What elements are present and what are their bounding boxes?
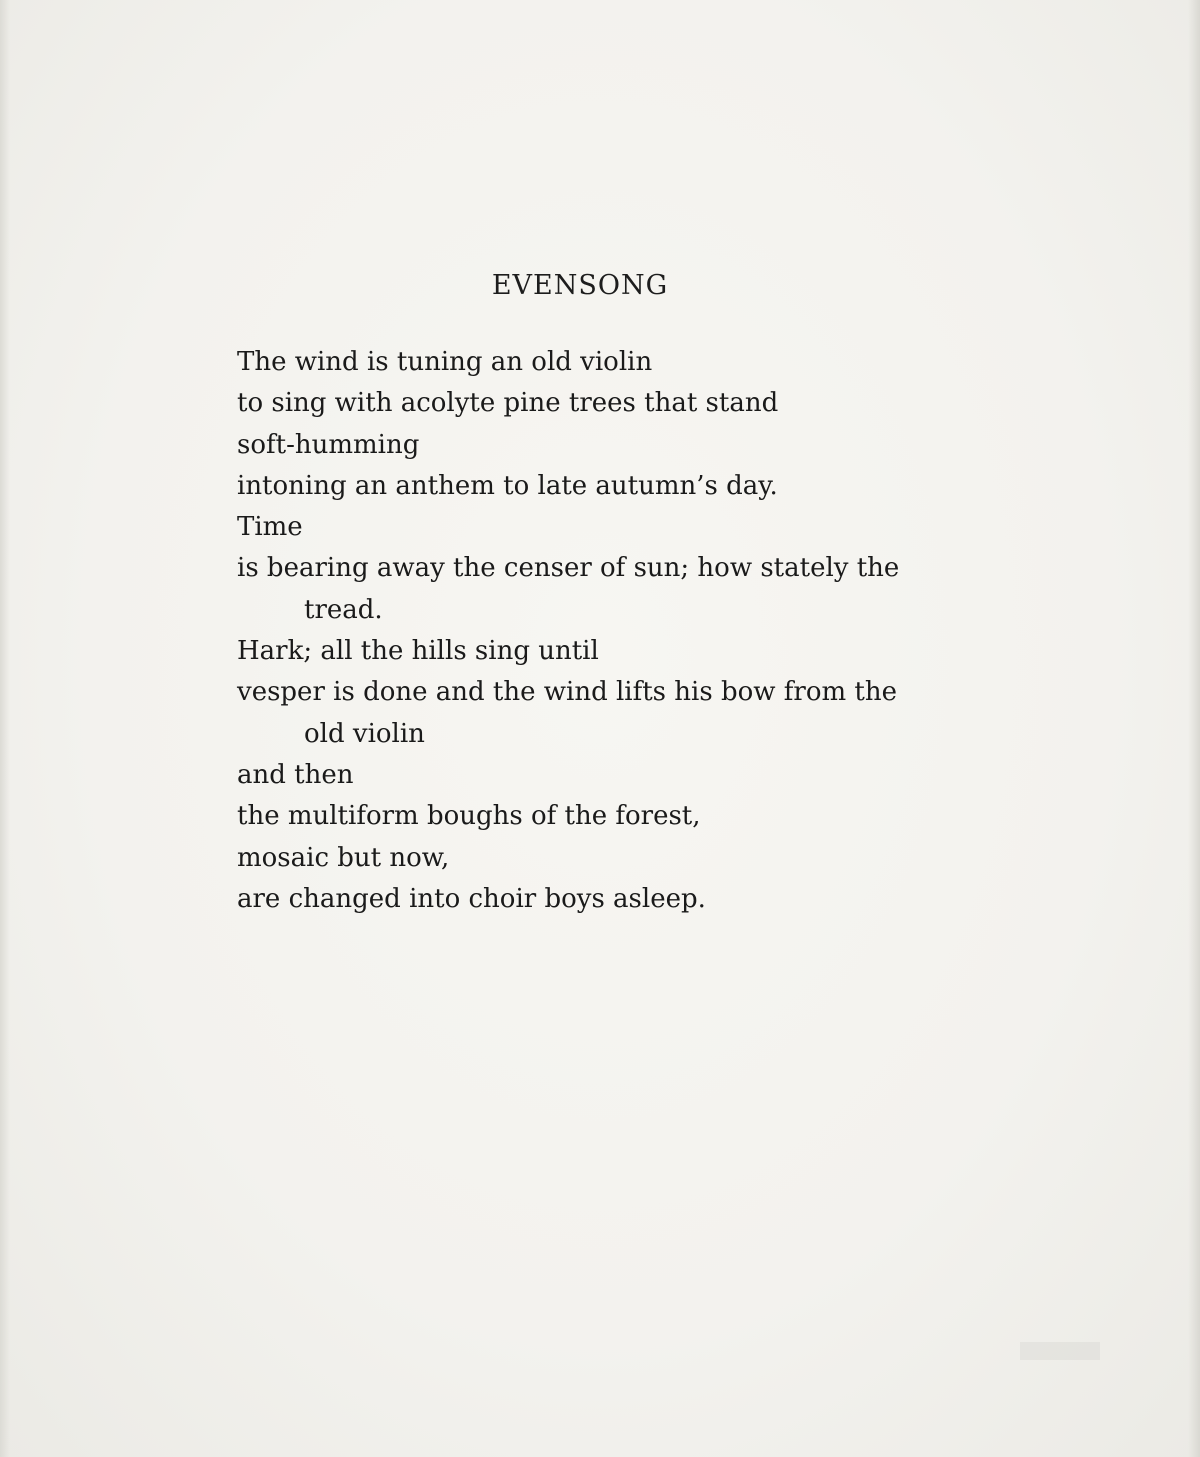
poem-line: and then xyxy=(237,759,354,790)
poem-line-continuation: old violin xyxy=(304,718,425,749)
page-edge-left xyxy=(0,0,10,1457)
poem-line: Hark; all the hills sing until xyxy=(237,636,599,667)
poem-line: to sing with acolyte pine trees that stand xyxy=(237,388,779,419)
poem-line-continuation: tread. xyxy=(304,594,383,625)
poem-line: vesper is done and the wind lifts his bow from the xyxy=(237,677,897,708)
poem-line: mosaic but now, xyxy=(237,842,450,873)
poem-line: the multiform boughs of the forest, xyxy=(237,801,701,832)
poem-line: are changed into choir boys asleep. xyxy=(237,883,706,914)
poem-line: is bearing away the censer of sun; how stately the xyxy=(237,553,900,584)
page-edge-right xyxy=(1188,0,1200,1457)
faint-stamp-mark xyxy=(1020,1342,1100,1360)
poem-line: Time xyxy=(237,512,303,543)
poem-body xyxy=(237,342,997,920)
poem-line: The wind is tuning an old violin xyxy=(237,347,653,377)
poem-title: EVENSONG xyxy=(491,270,669,301)
poem-line: soft-humming xyxy=(237,429,420,460)
poem-line: intoning an anthem to late autumn’s day. xyxy=(237,470,778,501)
